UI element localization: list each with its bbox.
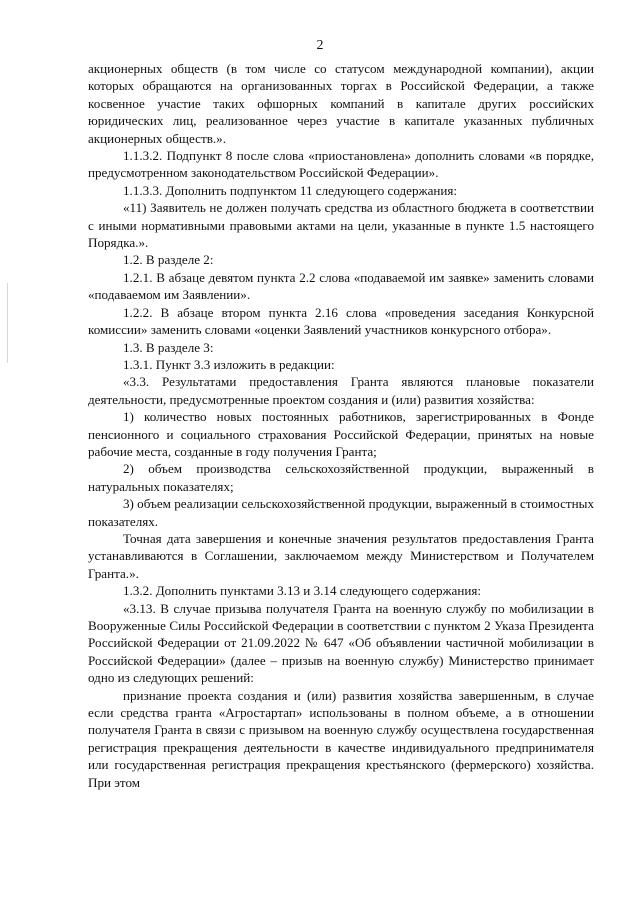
paragraph: «3.3. Результатами предоставления Гранта являются плановые показатели деятельности, предусмотренные проектом создания и (или) развития хозяйства: bbox=[88, 374, 594, 407]
paragraph: 1.1.3.2. Подпункт 8 после слова «приостановлена» дополнить словами «в порядке, предусмотренном законодательством Российской Федерации». bbox=[88, 148, 594, 181]
paragraph: 1.3.2. Дополнить пунктами 3.13 и 3.14 следующего содержания: bbox=[123, 583, 482, 599]
paragraph: 3) объем реализации сельскохозяйственной продукции, выраженный в стоимостных показателях. bbox=[88, 496, 594, 529]
document-body bbox=[88, 60, 594, 791]
paragraph: признание проекта создания и (или) развития хозяйства завершенным, в случае если средства гранта «Агростартап» использованы в полном объеме, а в отношении получателя Гранта в связи с призывом на военную службу осуществлена государственная регистрация прекращения деятельности в качестве индивидуального предпринимателя или государственная регистрация прекращения крестьянского (фермерского) хозяйства. При этом bbox=[88, 687, 594, 790]
paragraph: 1.2.1. В абзаце девятом пункта 2.2 слова «подаваемой им заявке» заменить словами «подаваемом им Заявлении». bbox=[88, 269, 594, 303]
paragraph: 1.2. В разделе 2: bbox=[123, 252, 214, 268]
paragraph: 2) объем производства сельскохозяйственной продукции, выраженный в натуральных показателях; bbox=[88, 461, 594, 494]
paragraph: 1.1.3.3. Дополнить подпунктом 11 следующего содержания: bbox=[123, 182, 458, 198]
paragraph: 1.3.1. Пункт 3.3 изложить в редакции: bbox=[123, 356, 335, 372]
paragraph: «3.13. В случае призыва получателя Гранта на военную службу по мобилизации в Вооруженные Силы Российской Федерации в соответствии с пунктом 2 Указа Президента Российской Федерации от 21.09.2022 № 647 «Об объявлении частичной мобилизации в Российской Федерации» (далее – призыв на военную службу) Министерство принимает одно из следующих решений: bbox=[88, 600, 594, 686]
paragraph: 1.3. В разделе 3: bbox=[123, 339, 214, 355]
paragraph: акционерных обществ (в том числе со статусом международной компании), акции которых обращаются на организованных торгах в Российской Федерации, а также косвенное участие таких офшорных компаний в капитале других российских юридических лиц, реализованное через участие в капитале указанных публичных акционерных обществ.». bbox=[88, 61, 594, 146]
scan-margin-mark bbox=[7, 283, 12, 363]
paragraph: 1.2.2. В абзаце втором пункта 2.16 слова «проведения заседания Конкурсной комиссии» заменить словами «оценки Заявлений участников конкурсного отбора». bbox=[88, 304, 594, 338]
page-number: 2 bbox=[316, 38, 324, 53]
paragraph: Точная дата завершения и конечные значения результатов предоставления Гранта устанавливаются в Соглашении, заключаемом между Министерством и Получателем Гранта.». bbox=[88, 530, 594, 581]
paragraph: «11) Заявитель не должен получать средства из областного бюджета в соответствии с иными нормативными правовыми актами на цели, указанные в пункте 1.5 настоящего Порядка.». bbox=[88, 200, 594, 251]
paragraph: 1) количество новых постоянных работников, зарегистрированных в Фонде пенсионного и социального страхования Российской Федерации, принятых на новые рабочие места, созданные в году получения Гранта; bbox=[88, 409, 594, 459]
